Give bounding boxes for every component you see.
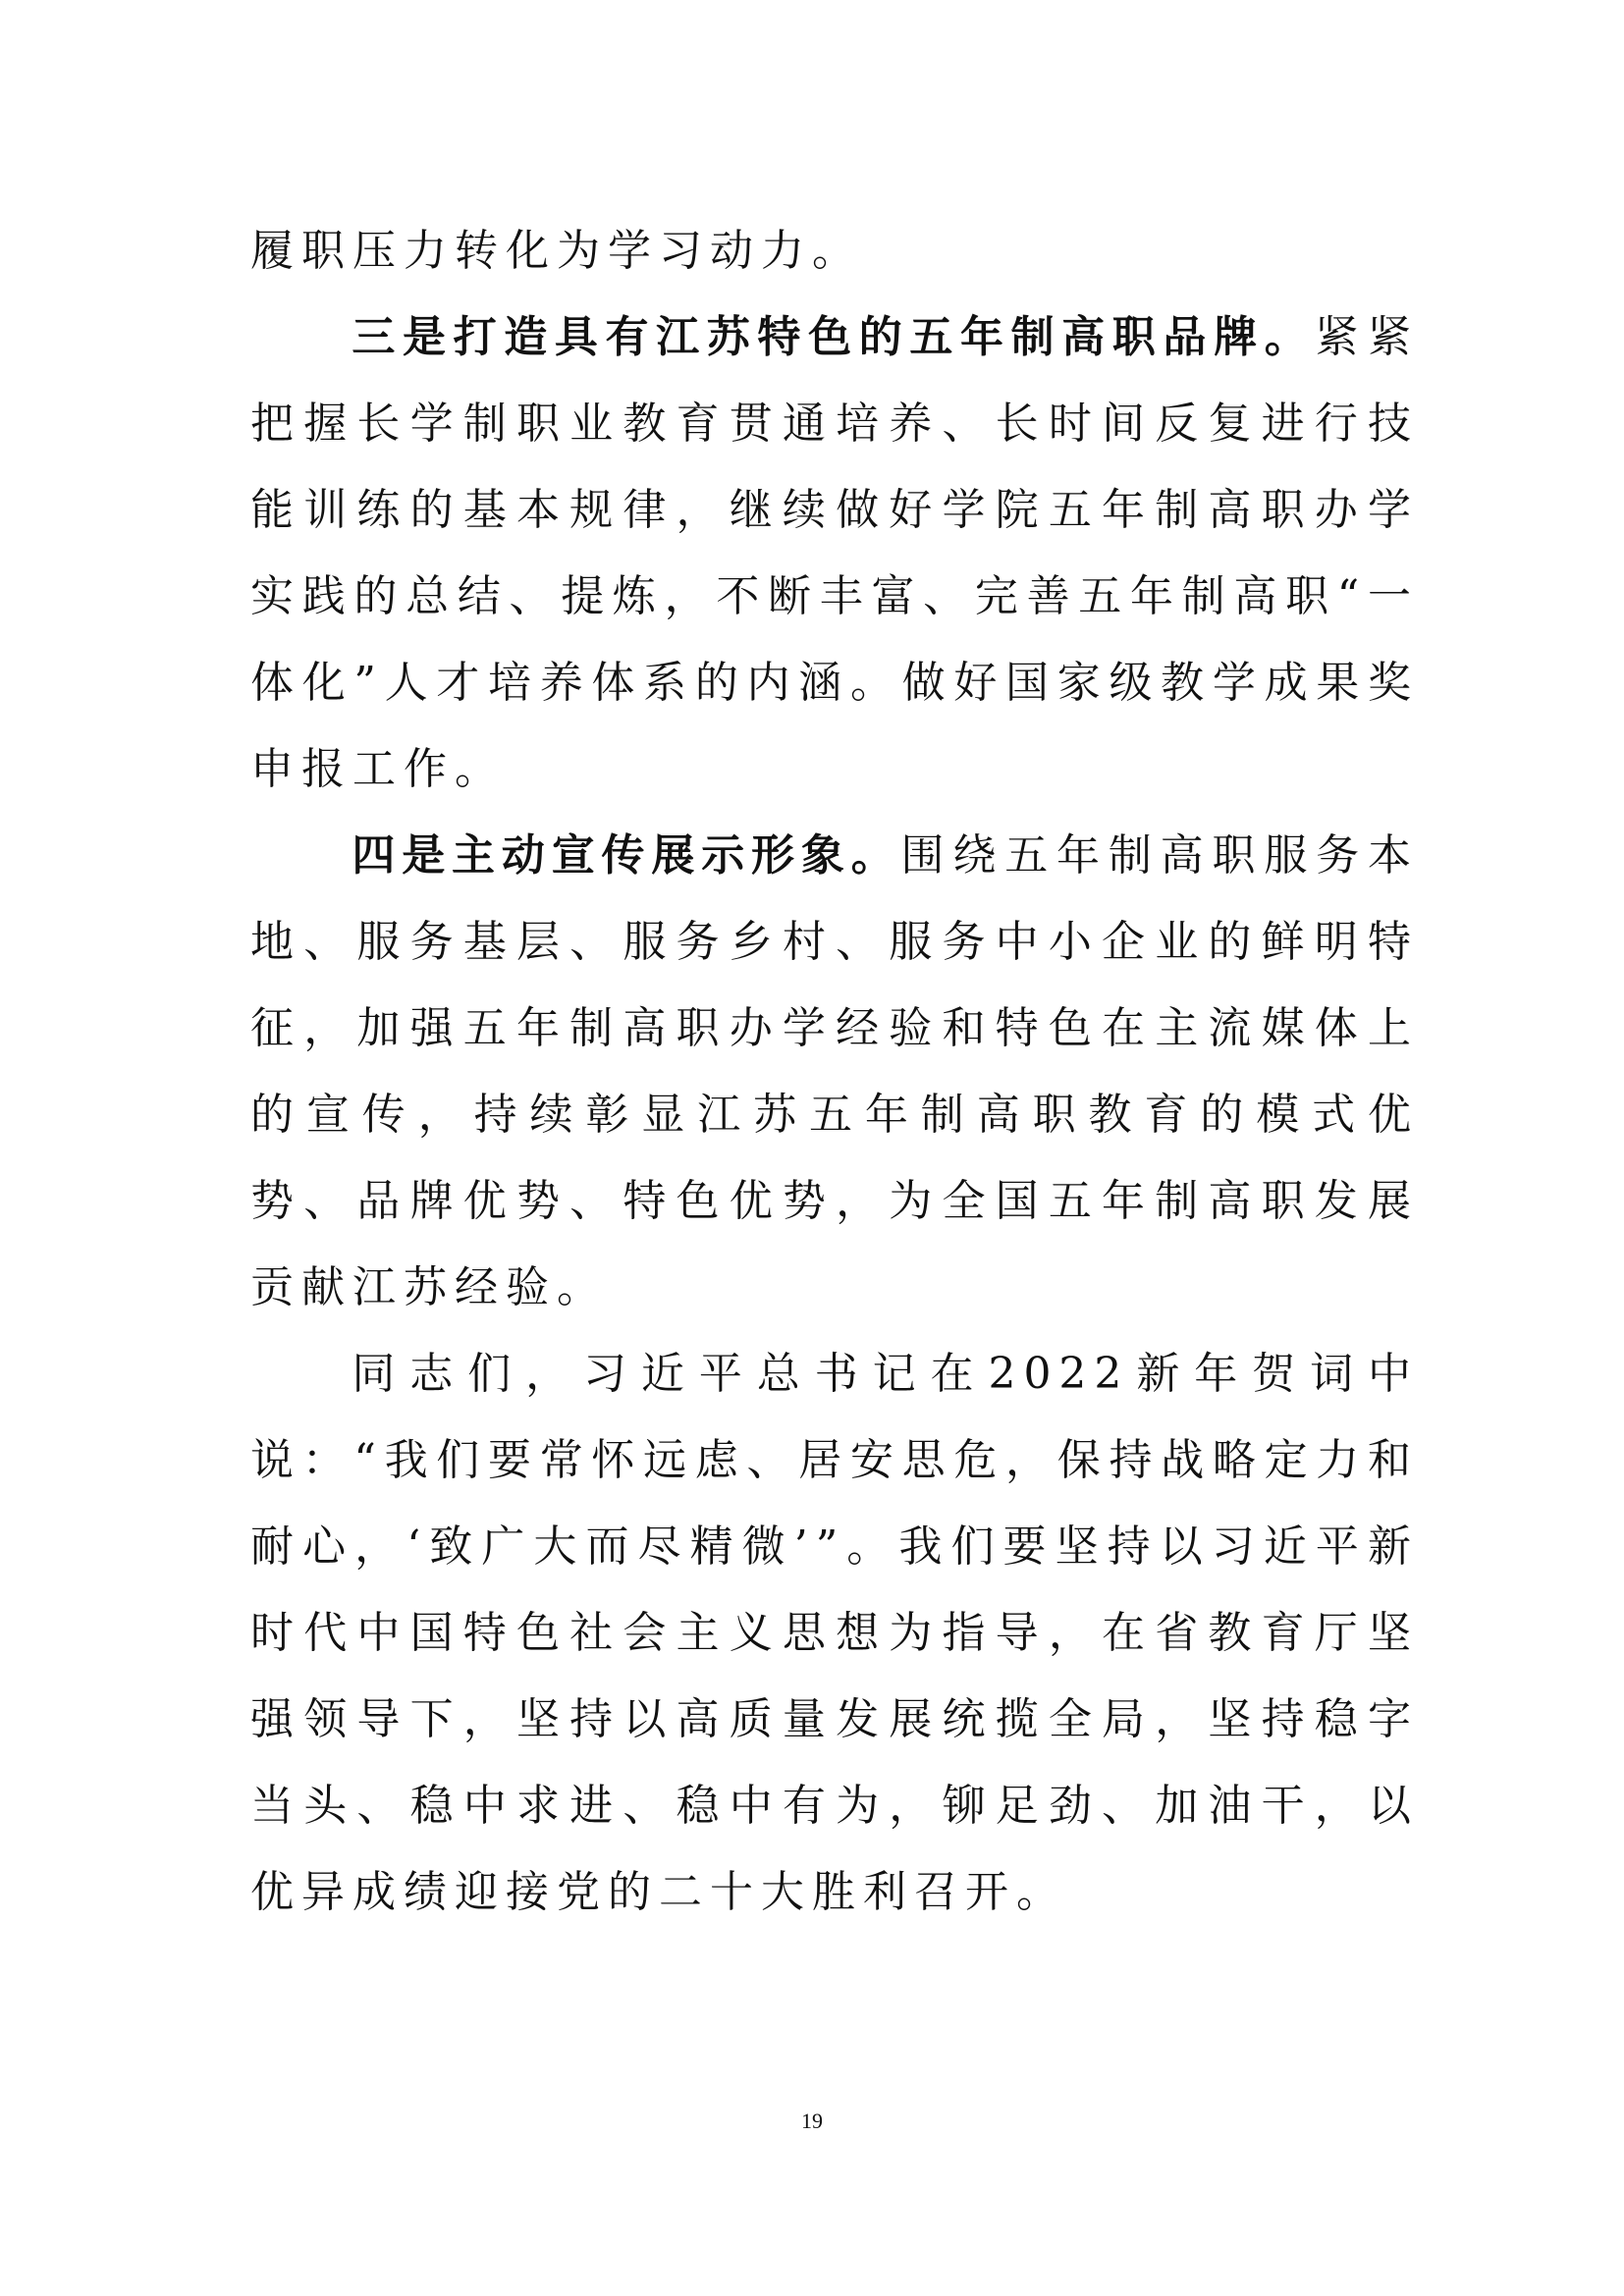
paragraph-text: 围绕五年制高职服务本地、服务基层、服务乡村、服务中小企业的鲜明特征，加强五年制高职办学经验和特色在主流媒体上的宣传，持续彰显江苏五年制高职教育的模式优势、品牌优势、特色优势，为全国五年制高职发展贡献江苏经验。	[250, 830, 1420, 1312]
paragraph-text: 紧紧把握长学制职业教育贯通培养、长时间反复进行技能训练的基本规律，继续做好学院五年制高职办学实践的总结、提炼，不断丰富、完善五年制高职“一体化”人才培养体系的内涵。做好国家级教学成果奖申报工作。	[250, 312, 1420, 794]
paragraph-heading: 四是主动宣传展示形象。	[352, 830, 901, 881]
paragraph-text: 同志们，习近平总书记在2022新年贺词中说：“我们要常怀远虑、居安思危，保持战略定力和耐心，‘致广大而尽精微’”。我们要坚持以习近平新时代中国特色社会主义思想为指导，在省教育厅坚强领导下，坚持以高质量发展统揽全局，坚持稳字当头、稳中求进、稳中有为，铆足劲、加油干，以优异成绩迎接党的二十大胜利召开。	[250, 1349, 1419, 1917]
paragraph-text: 履职压力转化为学习动力。	[250, 226, 863, 276]
page-number: 19	[801, 2109, 823, 2133]
paragraph-continuation	[250, 208, 1419, 294]
paragraph-heading: 三是打造具有江苏特色的五年制高职品牌。	[352, 312, 1316, 362]
paragraph-publicity	[250, 813, 1419, 1331]
document-body	[250, 208, 1419, 1936]
paragraph-closing	[250, 1331, 1419, 1936]
paragraph-brand	[250, 294, 1419, 813]
